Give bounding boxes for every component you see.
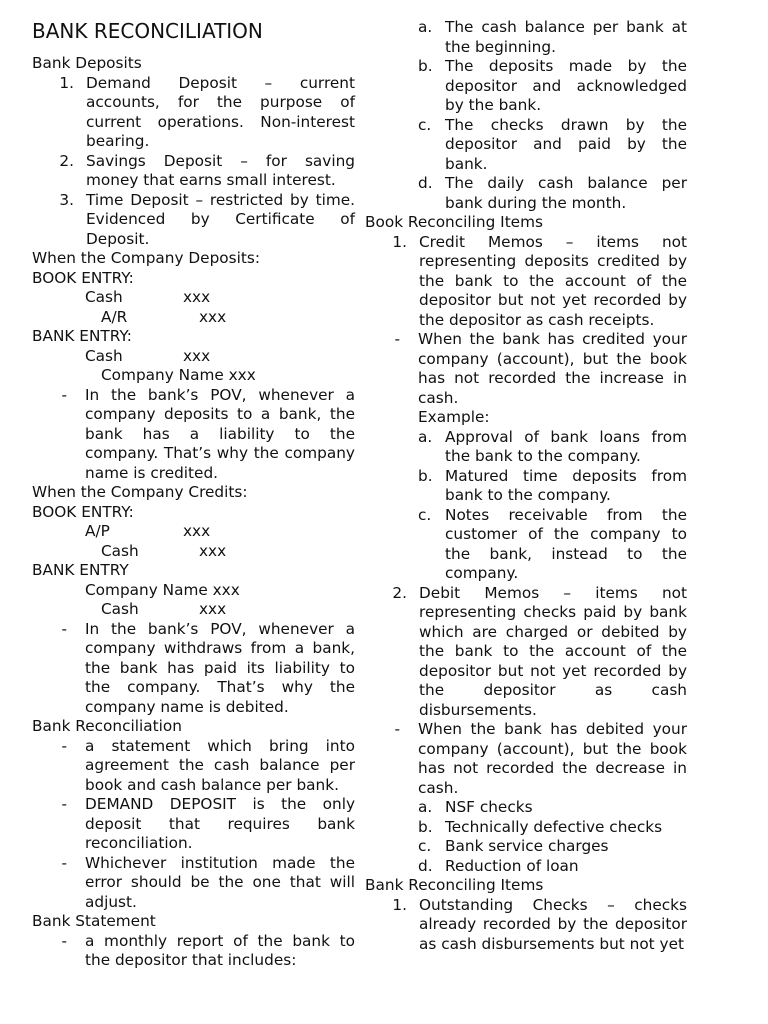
list-number: 1. (59, 73, 74, 92)
list-letter: a. (418, 798, 433, 816)
list-item-debit-b (365, 818, 687, 838)
bank-entry-label: BANK ENTRY: (32, 327, 132, 345)
example-label: Example: (418, 408, 490, 426)
bullet-deposit-pov (32, 386, 355, 484)
dash-marker: - (61, 931, 67, 950)
list-item-debit-d (365, 857, 687, 877)
list-text: The deposits made by the depositor and acknowledged by the bank. (445, 57, 687, 114)
journal-line-debit (32, 288, 355, 308)
dash-marker: - (394, 720, 400, 738)
dash-marker: - (61, 619, 67, 638)
journal-line-debit (32, 581, 355, 601)
account-name: Cash (85, 346, 123, 365)
document-title: BANK RECONCILIATION (32, 19, 263, 43)
list-text: Savings Deposit – for saving money that earns small interest. (86, 151, 355, 189)
bullet-withdraw-pov (32, 620, 355, 718)
account-name: Cash (85, 288, 123, 306)
dash-marker: - (394, 330, 400, 348)
list-number: 1. (392, 895, 407, 914)
heading-company-deposits: When the Company Deposits: (32, 249, 260, 267)
journal-line-credit (32, 600, 355, 620)
book-entry-label: BOOK ENTRY: (32, 268, 134, 287)
left-column (32, 18, 355, 971)
bullet-recon-definition (32, 737, 355, 796)
heading-bank-deposits: Bank Deposits (32, 54, 142, 72)
amount: xxx (199, 307, 227, 326)
list-item-example-a (365, 428, 687, 467)
account-name: A/P (85, 522, 110, 540)
heading-bank-reconciling-items: Bank Reconciling Items (365, 876, 544, 894)
list-text: The cash balance per bank at the beginning. (445, 18, 687, 56)
bullet-text: In the bank’s POV, whenever a company withdraws from a bank, the bank has paid its liability to the company. That’s why the company name is debited. (85, 619, 355, 716)
bullet-debit-note (365, 720, 687, 798)
list-item-demand-deposit (32, 74, 355, 152)
bullet-error-adjust (32, 854, 355, 913)
list-item-statement-d (365, 174, 687, 213)
journal-line-credit (32, 366, 355, 386)
list-text: Demand Deposit – current accounts, for the purpose of current operations. Non-interest bearing. (86, 73, 355, 150)
heading-bank-statement: Bank Statement (32, 912, 156, 930)
list-text: Bank service charges (445, 837, 609, 855)
list-text: Time Deposit – restricted by time. Evidenced by Certificate of Deposit. (86, 190, 355, 248)
list-number: 3. (59, 190, 74, 209)
list-letter: c. (418, 837, 432, 855)
bullet-text: When the bank has debited your company (account), but the book has not recorded the decrease in cash. (418, 720, 687, 797)
list-text: Reduction of loan (445, 856, 579, 875)
list-text: NSF checks (445, 798, 533, 816)
list-item-example-b (365, 467, 687, 506)
heading-book-reconciling-items: Book Reconciling Items (365, 213, 543, 231)
list-letter: b. (418, 466, 433, 485)
list-number: 1. (392, 232, 407, 251)
account-name: Cash (101, 600, 139, 618)
list-item-savings-deposit (32, 152, 355, 191)
bullet-text: When the bank has credited your company (account), but the book has not recorded the increase in cash. (418, 330, 687, 407)
amount: xxx (183, 522, 211, 540)
amount: xxx (199, 600, 227, 618)
bullet-demand-deposit (32, 795, 355, 854)
list-item-time-deposit (32, 191, 355, 250)
book-entry-label: BOOK ENTRY: (32, 502, 134, 521)
journal-line-debit (32, 522, 355, 542)
list-letter: c. (418, 505, 432, 524)
journal-line-debit (32, 347, 355, 367)
list-item-statement-a (365, 18, 687, 57)
amount: xxx (183, 288, 211, 306)
list-item-credit-memos (365, 233, 687, 331)
heading-bank-reconciliation: Bank Reconciliation (32, 717, 182, 735)
list-item-debit-memos (365, 584, 687, 721)
list-text: Outstanding Checks – checks already recorded by the depositor as cash disbursements but not yet (419, 895, 687, 953)
bullet-text: In the bank’s POV, whenever a company deposits to a bank, the bank has a liability to the company. That’s why the company name is credited. (85, 385, 355, 482)
list-letter: d. (418, 174, 433, 192)
list-text: Credit Memos – items not representing deposits credited by the bank to the account of the depositor but not yet recorded by the depositor as cash receipts. (419, 232, 687, 329)
list-item-statement-b (365, 57, 687, 116)
list-item-example-c (365, 506, 687, 584)
journal-line-credit (32, 308, 355, 328)
list-item-statement-c (365, 116, 687, 175)
list-letter: d. (418, 856, 433, 875)
list-letter: b. (418, 57, 433, 75)
account-name: Company Name xxx (85, 580, 240, 599)
dash-marker: - (61, 795, 67, 813)
list-text: The checks drawn by the depositor and paid by the bank. (445, 115, 687, 173)
bullet-credit-note (365, 330, 687, 408)
dash-marker: - (61, 385, 67, 404)
list-number: 2. (59, 151, 74, 170)
bullet-text: Whichever institution made the error should be the one that will adjust. (85, 853, 355, 911)
list-letter: c. (418, 115, 432, 134)
heading-company-credits: When the Company Credits: (32, 483, 248, 501)
amount: xxx (183, 346, 211, 365)
bullet-text: DEMAND DEPOSIT is the only deposit that requires bank reconciliation. (85, 795, 355, 852)
list-letter: a. (418, 427, 433, 446)
list-text: Debit Memos – items not representing checks paid by bank which are charged or debited by the bank to the account of the depositor but not yet recorded by the depositor as cash disbursements. (419, 583, 687, 719)
bullet-text: a statement which bring into agreement the cash balance per book and cash balance per bank. (85, 736, 355, 794)
bullet-text: a monthly report of the bank to the depositor that includes: (85, 931, 355, 969)
list-item-debit-c (365, 837, 687, 857)
account-name: Company Name xxx (101, 366, 256, 384)
list-text: Technically defective checks (445, 817, 663, 836)
account-name: Cash (101, 541, 139, 560)
list-text: Approval of bank loans from the bank to the company. (445, 427, 687, 465)
journal-line-credit (32, 542, 355, 562)
list-text: The daily cash balance per bank during the month. (445, 174, 687, 212)
account-name: A/R (101, 307, 128, 326)
list-number: 2. (392, 583, 407, 602)
list-letter: a. (418, 18, 433, 36)
list-item-debit-a (365, 798, 687, 818)
list-item-outstanding-checks (365, 896, 687, 955)
list-text: Matured time deposits from bank to the company. (445, 466, 687, 504)
list-letter: b. (418, 817, 433, 836)
dash-marker: - (61, 853, 67, 872)
list-text: Notes receivable from the customer of the company to the bank, instead to the company. (445, 505, 687, 582)
amount: xxx (199, 541, 227, 560)
bank-entry-label: BANK ENTRY (32, 561, 129, 579)
right-column (365, 18, 687, 954)
bullet-statement-definition (32, 932, 355, 971)
dash-marker: - (61, 736, 67, 755)
